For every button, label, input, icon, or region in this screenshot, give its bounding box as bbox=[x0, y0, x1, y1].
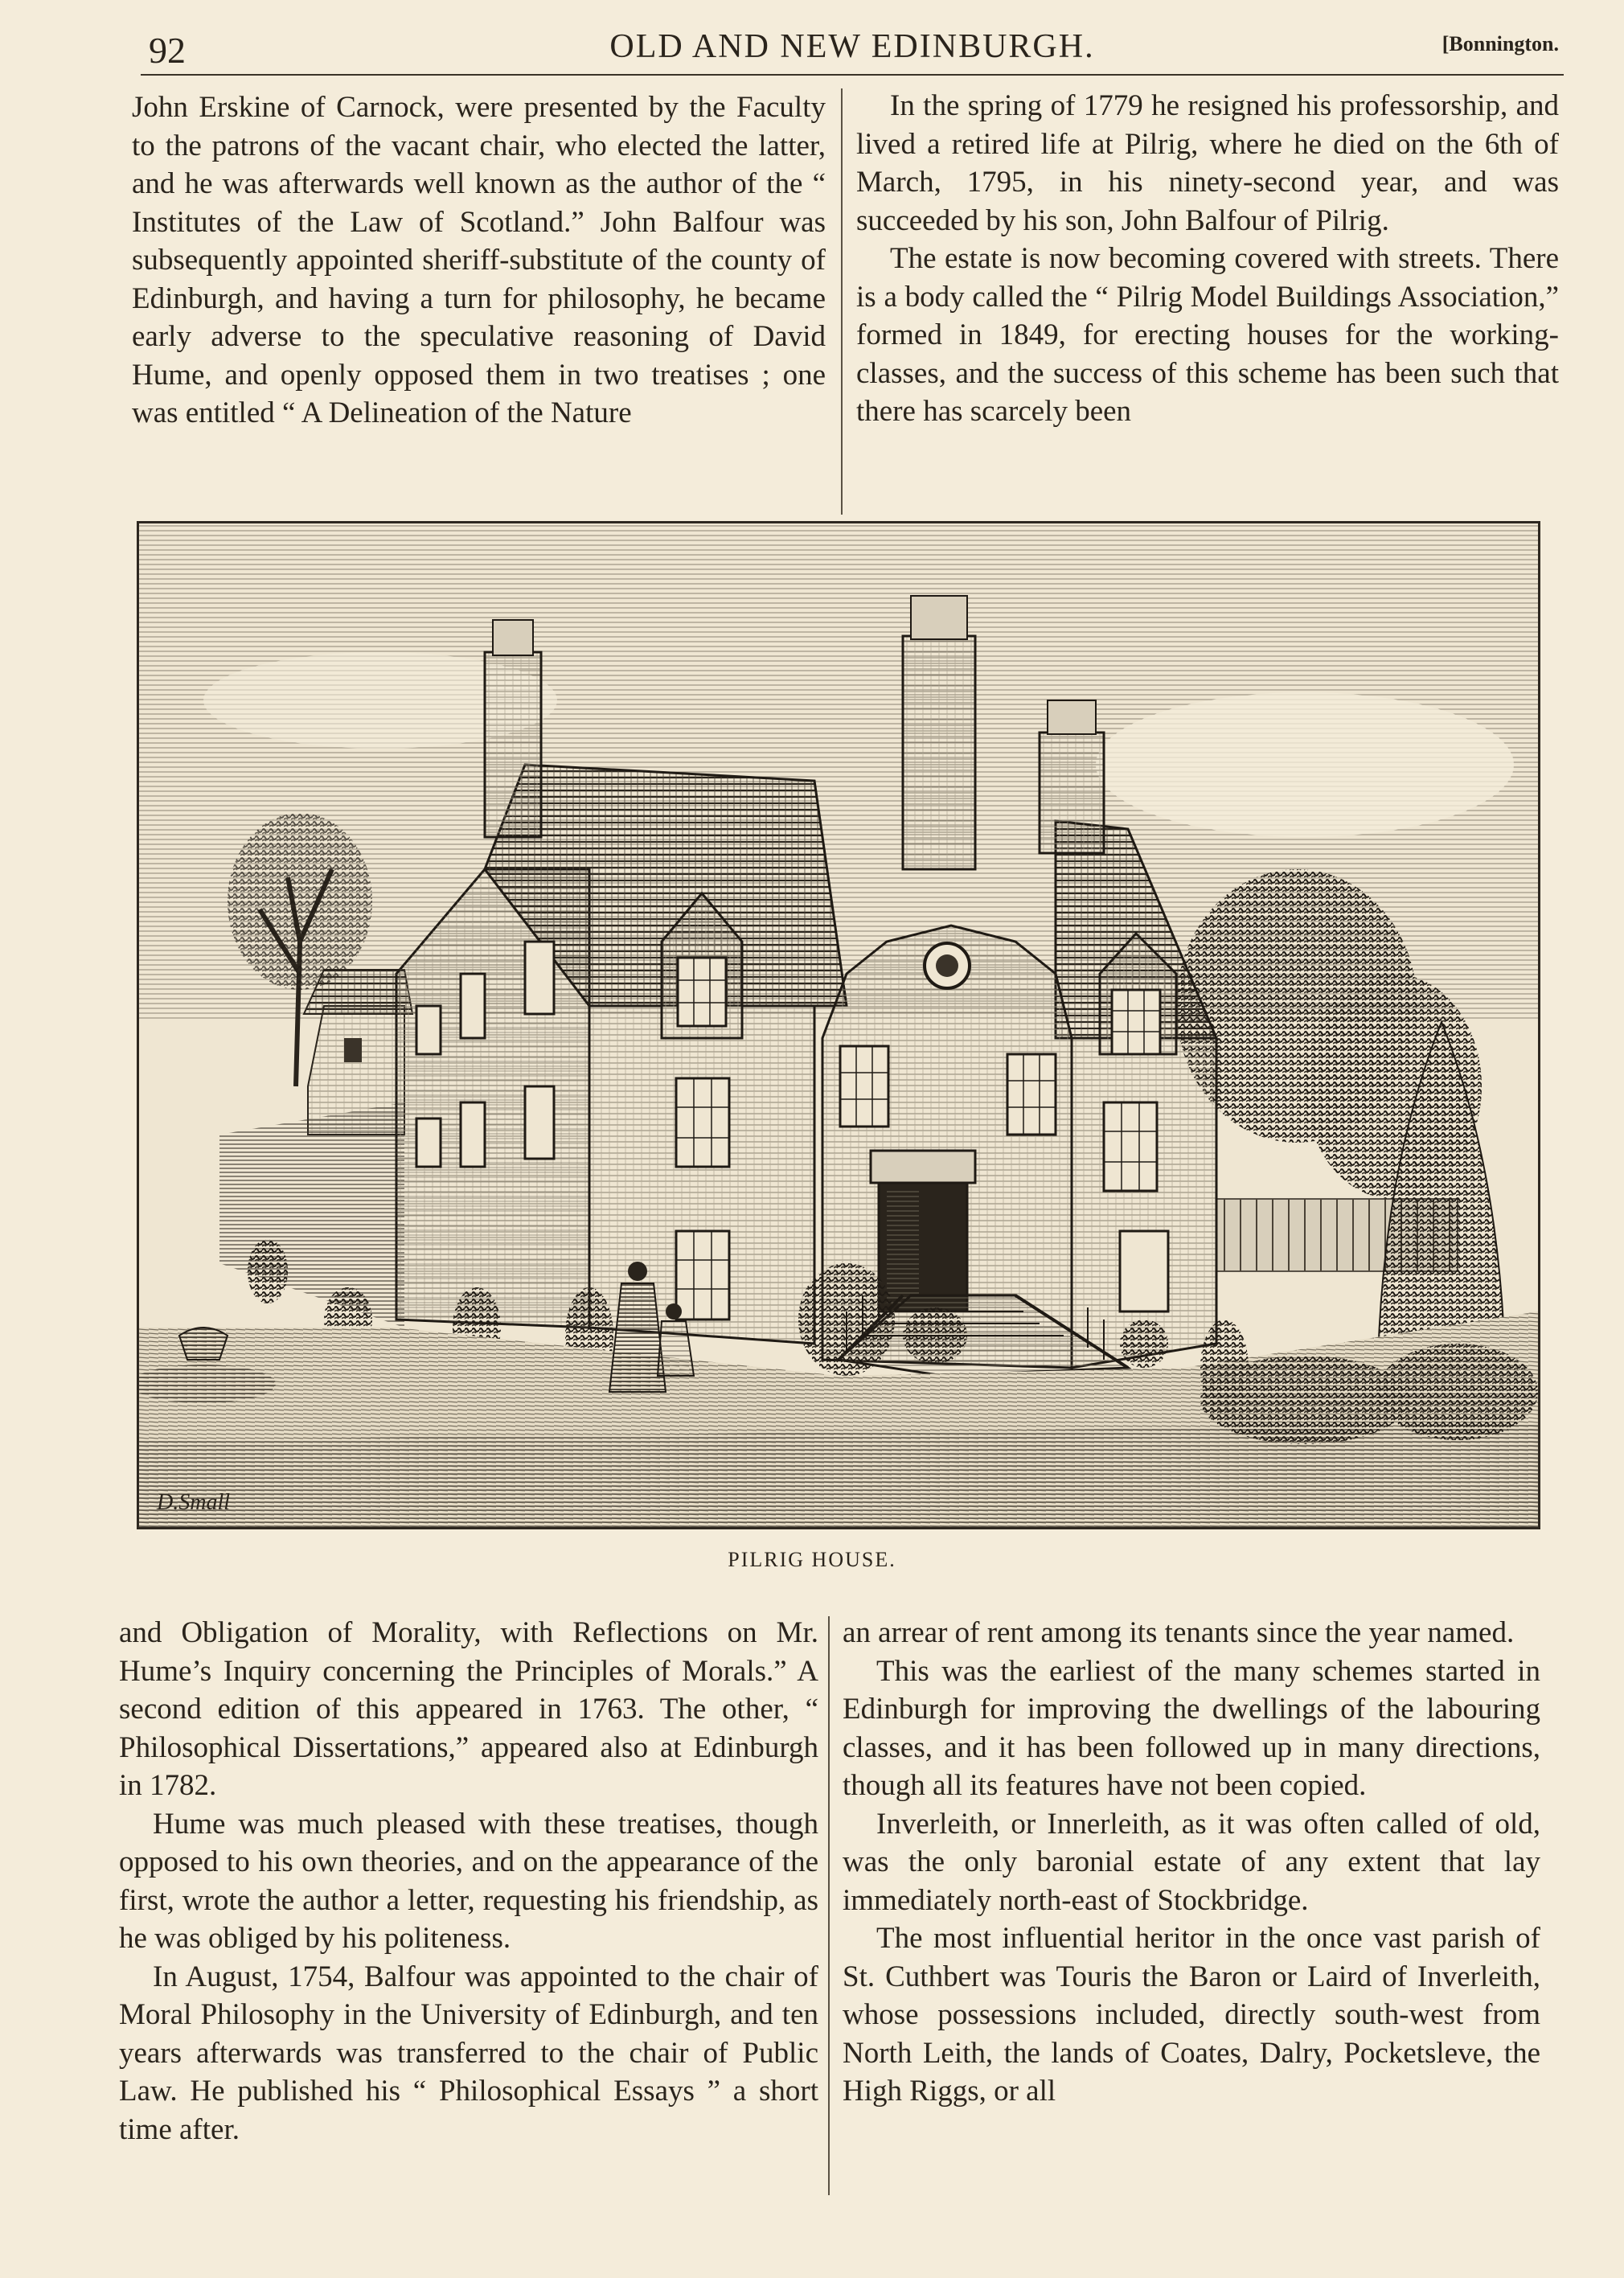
column-bottom-left bbox=[119, 1614, 818, 2149]
column-top-left bbox=[132, 88, 826, 433]
paragraph: an arrear of rent among its tenants since the year named. bbox=[843, 1616, 1515, 1649]
paragraph: In August, 1754, Balfour was appointed to the chair of Moral Philosophy in the University of Edinburgh, and ten years afterwards was transferred to the chair of Public Law. He published his “ Philosophical Essays ” a short time after. bbox=[119, 1960, 818, 2146]
paragraph: The most influential heritor in the once vast parish of St. Cuthbert was Touris the Baron or Laird of Inverleith, whose possessions included, directly south-west from North Leith, the lands of Coates, Dalry, Pocketsleve, the High Riggs, or all bbox=[843, 1922, 1540, 2108]
paragraph: This was the earliest of the many schemes started in Edinburgh for improving the dwellings of the labouring classes, and it has been followed up in many directions, though all its features have not been copied. bbox=[843, 1654, 1540, 1802]
paragraph: Hume was much pleased with these treatises, though opposed to his own theories, and on the appearance of the first, wrote the author a letter, requesting his friendship, as he was obliged by his politeness. bbox=[119, 1807, 818, 1955]
paragraph: In the spring of 1779 he resigned his professorship, and lived a retired life at Pilrig, where he died on the 6th of March, 1795, in his ninety-second year, and was succeeded by his son, John Balfour of Pilrig. bbox=[856, 89, 1559, 237]
figure-caption: PILRIG HOUSE. bbox=[728, 1548, 896, 1571]
column-divider bbox=[828, 1616, 830, 2195]
running-title: OLD AND NEW EDINBURGH. bbox=[609, 28, 1095, 65]
paragraph: John Erskine of Carnock, were presented by the Faculty to the patrons of the vacant chair, who elected the latter, and he was afterwards well known as the author of the “ Institutes of the Law of Scotland.” John Balfour was subsequently appointed sheriff-substitute of the county of Edinburgh, and having a turn for philosophy, he became early adverse to the speculative reasoning of David Hume, and openly opposed them in two treatises ; one was entitled “ A Delineation of the Nature bbox=[132, 91, 826, 429]
page-header bbox=[141, 21, 1564, 76]
section-label: [Bonnington. bbox=[1442, 32, 1559, 55]
column-divider bbox=[841, 88, 843, 515]
paragraph: and Obligation of Morality, with Reflections on Mr. Hume’s Inquiry concerning the Principles of Morals.” A second edition of this appeared in 1763. The other, “ Philosophical Dissertations,” appeared also at Edinburgh in 1782. bbox=[119, 1616, 818, 1802]
engraver-signature: D.Small bbox=[157, 1490, 230, 1515]
page-number: 92 bbox=[149, 30, 186, 71]
house-illustration bbox=[139, 523, 1538, 1527]
paragraph: Inverleith, or Innerleith, as it was often called of old, was the only baronial estate of any extent that lay immediately north-east of Stockbridge. bbox=[843, 1807, 1540, 1917]
paragraph: The estate is now becoming covered with streets. There is a body called the “ Pilrig Model Buildings Association,” formed in 1849, for erecting houses for the working-classes, and the success of this scheme has been such that there has scarcely been bbox=[856, 242, 1559, 428]
column-top-right bbox=[856, 87, 1559, 431]
column-bottom-right bbox=[843, 1614, 1540, 2111]
engraving-pilrig-house bbox=[137, 521, 1540, 1529]
